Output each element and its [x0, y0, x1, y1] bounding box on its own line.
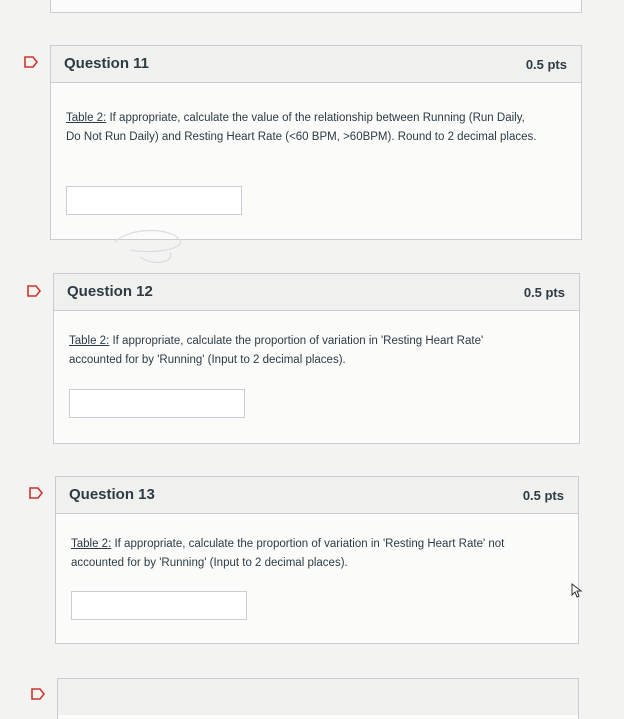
question-title: Question 11 — [64, 55, 150, 72]
question-body: If appropriate, calculate the value of the relationship between Running (Run Daily, Do Not Run Daily) and Resting Heart Rate (<60 BPM, >60BPM). Round to 2 decimal places. — [66, 112, 537, 143]
question-text — [66, 109, 541, 147]
question-body: If appropriate, calculate the proportion of variation in 'Resting Heart Rate' accounted for by 'Running' (Input to 2 decimal places). — [69, 335, 484, 366]
previous-question-card-bottom — [50, 0, 582, 13]
question-points: 0.5 pts — [523, 285, 565, 300]
flag-question-icon[interactable] — [31, 688, 45, 700]
question-header — [54, 274, 579, 311]
question-11-card — [50, 45, 582, 240]
table-reference: Table 2: — [66, 112, 107, 124]
question-header — [58, 679, 578, 715]
question-12-card — [53, 273, 580, 444]
table-reference: Table 2: — [71, 538, 112, 550]
question-header — [51, 46, 581, 83]
answer-input[interactable] — [66, 186, 242, 215]
question-text — [69, 332, 539, 370]
answer-input[interactable] — [69, 389, 245, 418]
answer-input[interactable] — [71, 591, 247, 620]
question-points: 0.5 pts — [525, 57, 567, 72]
question-text — [71, 535, 538, 573]
flag-question-icon[interactable] — [24, 56, 38, 68]
pen-mark-icon — [110, 222, 190, 272]
question-header — [56, 477, 578, 514]
question-points: 0.5 pts — [522, 488, 564, 503]
question-13-card — [55, 476, 579, 644]
flag-question-icon[interactable] — [29, 487, 43, 499]
mouse-pointer-icon — [570, 583, 586, 599]
flag-question-icon[interactable] — [27, 285, 41, 297]
table-reference: Table 2: — [69, 335, 110, 347]
question-title: Question 13 — [69, 486, 155, 503]
question-body: If appropriate, calculate the proportion of variation in 'Resting Heart Rate' not accounted for by 'Running' (Input to 2 decimal places). — [71, 538, 505, 569]
question-title: Question 12 — [67, 283, 153, 300]
question-14-card-partial — [57, 678, 579, 719]
